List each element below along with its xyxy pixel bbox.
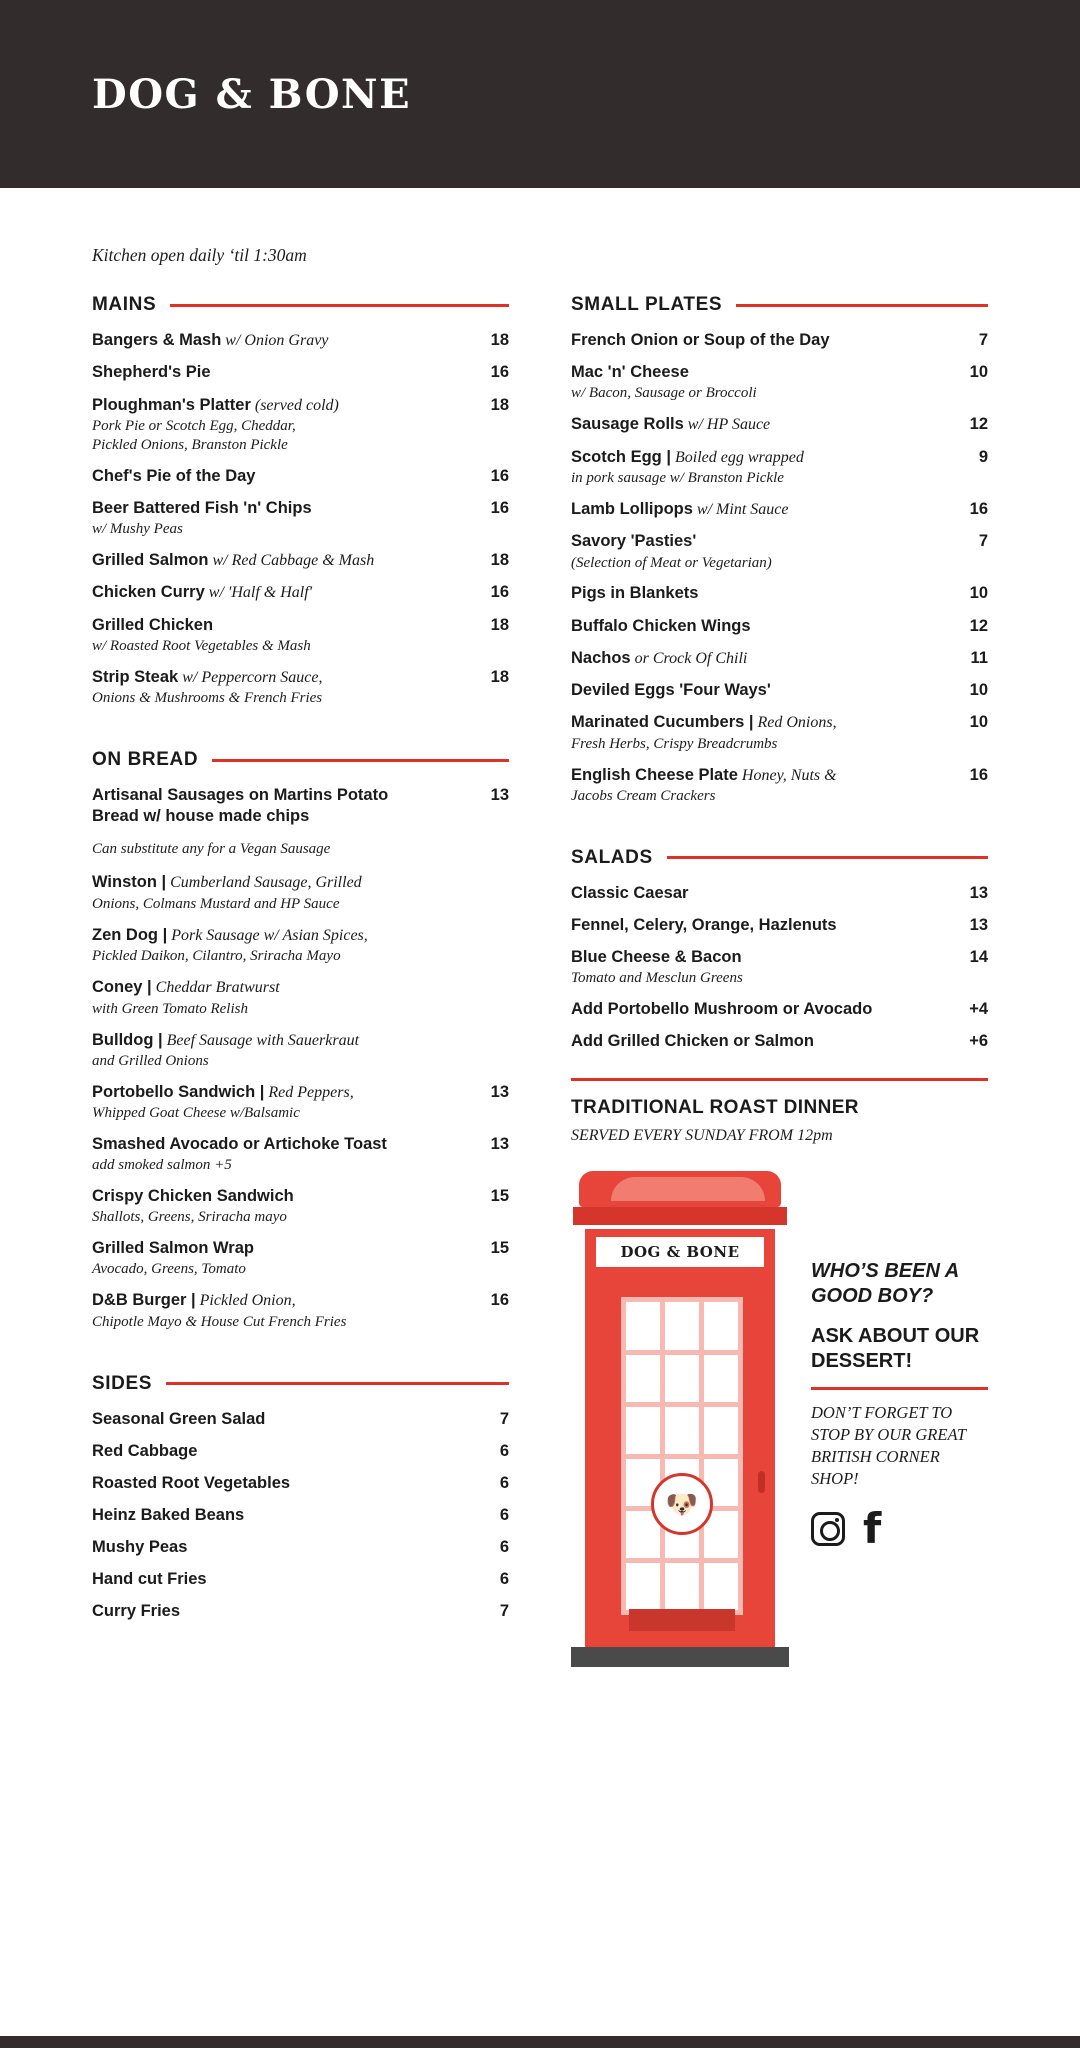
menu-item <box>92 362 509 383</box>
menu-item <box>571 499 988 520</box>
menu-item-description: with Green Tomato Relish <box>92 1000 248 1017</box>
menu-item-text <box>92 667 465 708</box>
menu-item <box>92 1473 509 1494</box>
menu-item-price: 9 <box>978 447 988 466</box>
menu-item-name: English Cheese Plate Honey, Nuts & <box>571 765 837 784</box>
menu-item <box>92 1537 509 1558</box>
menu-item-price: 10 <box>969 584 988 603</box>
menu-item <box>571 680 988 701</box>
menu-item <box>92 466 509 487</box>
menu-item-name: Marinated Cucumbers | Red Onions, <box>571 713 837 732</box>
menu-item-text <box>92 395 465 455</box>
menu-item-text <box>571 883 944 904</box>
menu-item-description: w/ Roasted Root Vegetables & Mash <box>92 637 311 654</box>
menu-item-name: Mushy Peas <box>92 1538 188 1557</box>
section-rule <box>166 1382 509 1385</box>
menu-column-right <box>571 294 988 1671</box>
booth-window-panes <box>621 1297 743 1615</box>
menu-item-name-detail: w/ Mint Sauce <box>692 500 789 518</box>
menu-item-price: +4 <box>969 1000 988 1019</box>
menu-item-description: Onions, Colmans Mustard and HP Sauce <box>92 895 340 912</box>
menu-item-text <box>571 499 944 520</box>
menu-item <box>92 582 509 603</box>
menu-item-text <box>92 977 465 1018</box>
menu-item-price: 6 <box>499 1505 509 1524</box>
menu-item-name: Mac 'n' Cheese <box>571 363 689 382</box>
menu-item-price: 6 <box>499 1441 509 1460</box>
menu-item-text <box>571 947 944 988</box>
menu-item-name: D&B Burger | Pickled Onion, <box>92 1291 296 1310</box>
section-rule <box>212 759 509 762</box>
menu-item-text <box>571 1031 944 1052</box>
menu-column-left <box>92 294 509 1671</box>
section-heading-on-bread <box>92 749 509 771</box>
menu-item-name: Strip Steak w/ Peppercorn Sauce, <box>92 667 323 686</box>
promo-subhead: ASK ABOUT OUR DESSERT! <box>811 1325 980 1372</box>
booth-door <box>615 1291 749 1621</box>
menu-item-text <box>92 1238 465 1279</box>
menu-item <box>92 1186 509 1227</box>
menu-item-price: 7 <box>499 1602 509 1621</box>
menu-item <box>92 498 509 539</box>
menu-item <box>92 330 509 351</box>
roast-divider <box>571 1078 988 1081</box>
section-title: ON BREAD <box>92 749 199 771</box>
menu-item-name-detail: Pork Sausage w/ Asian Spices, <box>167 926 368 944</box>
menu-item-text <box>92 498 465 539</box>
menu-item-price: 15 <box>490 1239 509 1258</box>
menu-item-name-detail: Beef Sausage with Sauerkraut <box>162 1031 360 1049</box>
promo-block <box>571 1171 988 1671</box>
menu-item <box>571 414 988 435</box>
menu-item-price <box>475 977 509 978</box>
menu-item-description: Pork Pie or Scotch Egg, Cheddar, Pickled Onions, Branston Pickle <box>92 418 296 453</box>
menu-item-name-detail: w/ HP Sauce <box>683 416 771 434</box>
booth-kick-panel <box>629 1609 735 1631</box>
menu-item-text <box>571 999 944 1020</box>
promo-rule <box>811 1387 988 1390</box>
menu-item-name-detail: Boiled egg wrapped <box>670 448 804 466</box>
menu-item-description: Pickled Daikon, Cilantro, Sriracha Mayo <box>92 948 341 965</box>
menu-item-description: and Grilled Onions <box>92 1053 209 1069</box>
menu-item-description: Onions & Mushrooms & French Fries <box>92 690 323 707</box>
menu-item <box>92 1290 509 1331</box>
menu-item-text <box>92 1505 465 1526</box>
menu-item-description: in pork sausage w/ Branston Pickle <box>571 470 784 487</box>
menu-item-text <box>92 615 465 656</box>
menu-item-price <box>475 925 509 926</box>
menu-columns <box>92 294 988 1671</box>
menu-item-name: Scotch Egg | Boiled egg wrapped <box>571 447 804 466</box>
section-heading-small-plates <box>571 294 988 316</box>
menu-item-price: 18 <box>490 395 509 414</box>
menu-item-price <box>475 872 509 873</box>
menu-item-price: 13 <box>969 916 988 935</box>
menu-item <box>92 1082 509 1123</box>
menu-item-name: Bulldog | Beef Sausage with Sauerkraut <box>92 1030 360 1049</box>
booth-band <box>573 1207 787 1225</box>
menu-item-price: 15 <box>490 1187 509 1206</box>
menu-item-name: Zen Dog | Pork Sausage w/ Asian Spices, <box>92 925 368 944</box>
menu-item-text <box>92 466 465 487</box>
menu-item-text <box>571 414 944 435</box>
menu-item-name-detail: (served cold) <box>250 396 339 414</box>
menu-item-description: Fresh Herbs, Crispy Breadcrumbs <box>571 735 778 752</box>
menu-item-price: 16 <box>490 466 509 485</box>
booth-roof <box>579 1171 781 1207</box>
menu-item-name: Ploughman's Platter (served cold) <box>92 395 339 414</box>
menu-item-text <box>571 915 944 936</box>
menu-item-text <box>92 1409 465 1430</box>
menu-item-description: Jacobs Cream Crackers <box>571 788 716 805</box>
menu-item-price: 13 <box>490 786 509 805</box>
menu-item-price: 11 <box>970 648 988 667</box>
instagram-icon[interactable] <box>811 1512 845 1546</box>
menu-item-price: 12 <box>969 616 988 635</box>
menu-item-price: 13 <box>969 883 988 902</box>
menu-item-text <box>92 1290 465 1331</box>
menu-item-name: Winston | Cumberland Sausage, Grilled <box>92 873 362 892</box>
menu-item <box>571 583 988 604</box>
menu-item-name: Seasonal Green Salad <box>92 1409 266 1428</box>
menu-item-name-detail: Cheddar Bratwurst <box>151 979 280 997</box>
menu-item <box>92 1238 509 1279</box>
mains-list <box>92 330 509 708</box>
menu-item-name: Roasted Root Vegetables <box>92 1473 291 1492</box>
on-bread-list <box>92 872 509 1331</box>
menu-item-name: Bangers & Mash w/ Onion Gravy <box>92 331 329 349</box>
menu-item-text <box>571 531 944 572</box>
menu-item-price: 18 <box>490 615 509 634</box>
on-bread-lead-item <box>92 785 509 827</box>
menu-item-name: Sausage Rolls w/ HP Sauce <box>571 415 771 434</box>
section-heading-mains <box>92 294 509 316</box>
menu-item-name: Red Cabbage <box>92 1441 198 1460</box>
menu-item <box>571 362 988 403</box>
menu-item-price: 6 <box>499 1538 509 1557</box>
menu-item-name-line2: Bread w/ house made chips <box>92 807 310 826</box>
menu-item-description: Avocado, Greens, Tomato <box>92 1261 246 1278</box>
menu-item-description: add smoked salmon +5 <box>92 1157 232 1174</box>
menu-item-name: Beer Battered Fish 'n' Chips <box>92 498 312 517</box>
menu-item-price: 16 <box>490 1291 509 1310</box>
kitchen-hours-note: Kitchen open daily ‘til 1:30am <box>92 245 307 265</box>
booth-base <box>571 1647 789 1667</box>
menu-item-text <box>92 785 465 827</box>
menu-item-description: (Selection of Meat or Vegetarian) <box>571 554 772 571</box>
menu-item <box>571 712 988 753</box>
menu-item-text <box>92 582 465 603</box>
menu-item-price: 12 <box>969 415 988 434</box>
booth-door-handle <box>758 1471 765 1493</box>
sides-list <box>92 1409 509 1623</box>
menu-item-name: Grilled Chicken <box>92 615 214 634</box>
menu-item-description: Whipped Goat Cheese w/Balsamic <box>92 1105 300 1122</box>
menu-item <box>92 395 509 455</box>
menu-item <box>571 915 988 936</box>
menu-item-name: Smashed Avocado or Artichoke Toast <box>92 1135 387 1154</box>
menu-item-name: Hand cut Fries <box>92 1570 207 1589</box>
menu-item-name-detail: or Crock Of Chili <box>630 649 748 667</box>
menu-item-price: 14 <box>969 948 988 967</box>
menu-item-price: 16 <box>969 765 988 784</box>
menu-item-text <box>571 362 944 403</box>
menu-item-price: 16 <box>969 499 988 518</box>
booth-roof-inner <box>611 1177 765 1201</box>
menu-item-price: 7 <box>499 1409 509 1428</box>
menu-item-text <box>92 925 465 966</box>
booth-sign <box>585 1229 775 1275</box>
menu-item-text <box>92 1569 465 1590</box>
menu-item-text <box>92 1441 465 1462</box>
social-links <box>811 1503 988 1553</box>
salads-list <box>571 883 988 1052</box>
menu-item-name: French Onion or Soup of the Day <box>571 331 830 349</box>
section-title: SALADS <box>571 846 653 868</box>
menu-item-price: 7 <box>978 331 988 349</box>
menu-item-name: Add Grilled Chicken or Salmon <box>571 1032 814 1051</box>
menu-item-name-detail: Cumberland Sausage, Grilled <box>166 874 362 892</box>
menu-item-name: Shepherd's Pie <box>92 363 211 382</box>
small-plates-list <box>571 330 988 806</box>
menu-item-price: 18 <box>490 550 509 569</box>
menu-item-name-detail: Red Onions, <box>753 714 837 732</box>
menu-item-name-detail: Pickled Onion, <box>195 1292 296 1310</box>
section-rule <box>736 304 988 307</box>
menu-item-text <box>92 1134 465 1175</box>
menu-item-name: Artisanal Sausages on Martins Potato <box>92 786 389 805</box>
menu-item <box>571 330 988 351</box>
menu-item-name-detail: w/ Onion Gravy <box>221 332 329 349</box>
menu-item-name: Curry Fries <box>92 1602 181 1621</box>
menu-item-text <box>92 1601 465 1622</box>
menu-item-price: 6 <box>499 1570 509 1589</box>
booth-sign-text: DOG & BONE <box>620 1243 740 1262</box>
menu-item-name: Blue Cheese & Bacon <box>571 948 742 967</box>
menu-item-text <box>92 1473 465 1494</box>
menu-item <box>92 1601 509 1622</box>
menu-item-price: 10 <box>969 681 988 700</box>
section-heading-sides <box>92 1373 509 1395</box>
menu-item-price <box>475 1030 509 1031</box>
menu-item-text <box>92 1082 465 1123</box>
facebook-icon[interactable]: f <box>863 1503 882 1553</box>
menu-item-text <box>92 872 465 913</box>
menu-item <box>92 925 509 966</box>
menu-item <box>571 765 988 806</box>
menu-item <box>92 1134 509 1175</box>
menu-item-name: Portobello Sandwich | Red Peppers, <box>92 1082 354 1101</box>
promo-text-block <box>811 1171 988 1671</box>
menu-item <box>92 872 509 913</box>
menu-item-price: 13 <box>490 1135 509 1154</box>
section-rule <box>667 856 988 859</box>
menu-item-name: Pigs in Blankets <box>571 584 699 603</box>
menu-item-price: 18 <box>490 331 509 349</box>
menu-item-text <box>571 447 944 488</box>
menu-item-name: Classic Caesar <box>571 883 689 902</box>
menu-item-name: Add Portobello Mushroom or Avocado <box>571 1000 873 1019</box>
roast-dinner-subtitle: SERVED EVERY SUNDAY FROM 12pm <box>571 1127 833 1145</box>
menu-item-text <box>92 1030 465 1071</box>
promo-headline: WHO’S BEEN A GOOD BOY? <box>811 1260 959 1307</box>
menu-item <box>92 1505 509 1526</box>
menu-item-name: Buffalo Chicken Wings <box>571 616 751 635</box>
menu-item-name-detail: w/ Red Cabbage & Mash <box>208 551 375 569</box>
menu-item-name: Crispy Chicken Sandwich <box>92 1187 294 1206</box>
menu-item-price: 18 <box>490 667 509 686</box>
menu-item <box>571 616 988 637</box>
menu-item-text <box>92 330 465 351</box>
menu-item-text <box>571 616 944 637</box>
menu-item-name: Grilled Salmon w/ Red Cabbage & Mash <box>92 550 375 569</box>
menu-item-name: Coney | Cheddar Bratwurst <box>92 978 280 997</box>
menu-item-name: Lamb Lollipops w/ Mint Sauce <box>571 499 789 518</box>
menu-item <box>92 1441 509 1462</box>
bulldog-emblem-icon: 🐶 <box>651 1473 713 1535</box>
menu-item-name: Deviled Eggs 'Four Ways' <box>571 681 771 700</box>
menu-item-price: 13 <box>490 1082 509 1101</box>
menu-item-name-detail: Red Peppers, <box>264 1083 354 1101</box>
menu-item-text <box>92 1537 465 1558</box>
section-heading-salads <box>571 847 988 869</box>
menu-item-text <box>92 550 465 571</box>
section-title: SIDES <box>92 1372 153 1394</box>
menu-item <box>92 615 509 656</box>
menu-item-text <box>571 648 944 669</box>
menu-item <box>92 1409 509 1430</box>
menu-item-price: 16 <box>490 363 509 382</box>
menu-item-text <box>571 330 944 351</box>
page-footer-bar <box>0 2036 1080 2048</box>
menu-item-price: 16 <box>490 583 509 602</box>
brand-logo: DOG & BONE <box>92 70 412 118</box>
menu-item-name: Grilled Salmon Wrap <box>92 1239 254 1258</box>
page-header <box>0 0 1080 188</box>
section-title: SMALL PLATES <box>571 294 723 315</box>
menu-item-text <box>571 680 944 701</box>
vegan-substitute-note: Can substitute any for a Vegan Sausage <box>92 841 331 858</box>
menu-item-name: Chicken Curry w/ 'Half & Half' <box>92 583 313 602</box>
menu-item <box>571 447 988 488</box>
menu-item <box>571 947 988 988</box>
menu-item-text <box>571 712 944 753</box>
menu-item <box>92 1569 509 1590</box>
menu-body <box>0 245 1080 1671</box>
menu-item-name: Fennel, Celery, Orange, Hazlenuts <box>571 916 837 935</box>
menu-item-name: Nachos or Crock Of Chili <box>571 648 748 667</box>
menu-item-text <box>571 583 944 604</box>
menu-item <box>571 531 988 572</box>
menu-item-name-detail: w/ 'Half & Half' <box>204 584 313 602</box>
menu-item-description: Tomato and Mesclun Greens <box>571 970 743 987</box>
menu-item-price: +6 <box>969 1032 988 1051</box>
phone-booth-illustration <box>571 1171 789 1671</box>
menu-item <box>571 1031 988 1052</box>
menu-item-price: 7 <box>978 532 988 551</box>
menu-item <box>571 999 988 1020</box>
menu-item-name: Heinz Baked Beans <box>92 1505 245 1524</box>
menu-item-price: 10 <box>969 363 988 382</box>
menu-item-text <box>92 362 465 383</box>
menu-item-name: Chef's Pie of the Day <box>92 466 256 485</box>
menu-item-description: Chipotle Mayo & House Cut French Fries <box>92 1313 347 1330</box>
section-rule <box>170 304 509 307</box>
promo-footnote: DON’T FORGET TO STOP BY OUR GREAT BRITISH CORNER SHOP! <box>811 1402 966 1488</box>
menu-item-text <box>571 765 944 806</box>
roast-dinner-title: TRADITIONAL ROAST DINNER <box>571 1097 859 1119</box>
menu-item <box>92 667 509 708</box>
menu-item <box>571 648 988 669</box>
menu-item <box>92 785 509 827</box>
menu-item-description: w/ Bacon, Sausage or Broccoli <box>571 385 757 402</box>
menu-item <box>92 550 509 571</box>
menu-item-name-detail: Honey, Nuts & <box>737 766 837 784</box>
menu-item <box>92 1030 509 1071</box>
menu-item <box>571 883 988 904</box>
menu-item-price: 6 <box>499 1473 509 1492</box>
menu-item-price: 10 <box>969 713 988 732</box>
menu-item-name: Savory 'Pasties' <box>571 532 697 551</box>
booth-body <box>585 1275 775 1647</box>
menu-item-text <box>92 1186 465 1227</box>
menu-item-description: w/ Mushy Peas <box>92 521 183 538</box>
menu-item-name-detail: w/ Peppercorn Sauce, <box>178 668 323 686</box>
section-title: MAINS <box>92 294 157 315</box>
menu-item-description: Shallots, Greens, Sriracha mayo <box>92 1209 287 1226</box>
menu-item <box>92 977 509 1018</box>
menu-item-price: 16 <box>490 498 509 517</box>
